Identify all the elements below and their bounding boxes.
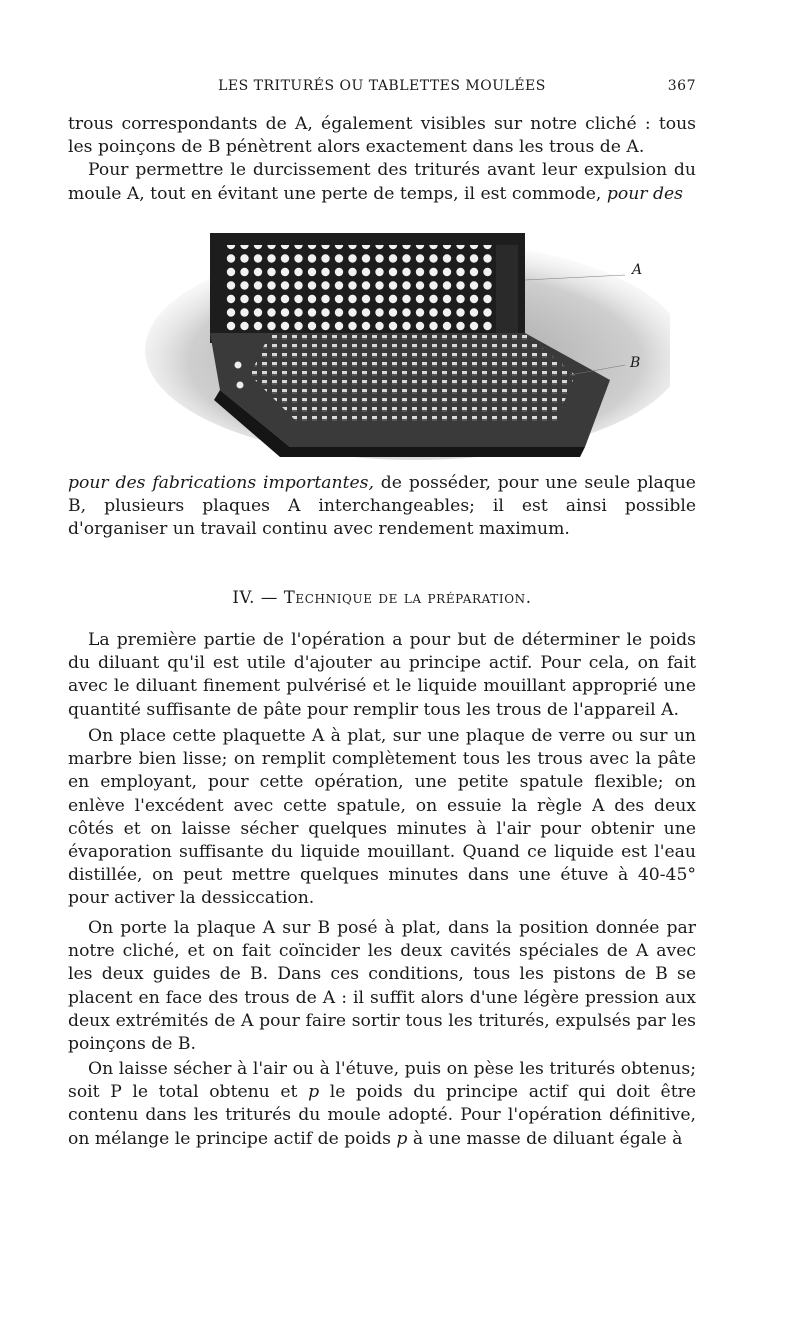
running-header xyxy=(68,78,696,98)
figure-label-b: B xyxy=(630,355,641,371)
running-title: LES TRITURÉS OU TABLETTES MOULÉES xyxy=(218,78,546,94)
paragraph-3 xyxy=(68,629,696,722)
paragraph-6-text-b: le poids du principe actif qui doit être contenu dans les triturés du moule adopté. Pour l'opération définitive, on mélange le principe actif de poids xyxy=(68,1082,696,1149)
paragraph-5-text: On porte la plaque A sur B posé à plat, dans la position donnée par notre cliché, et on fait coïncider les deux cavités spéciales de A avec les deux guides de B. Dans ces conditions, tous les pistons de B se placent en face des trous de A : il suffit alors d'une légère pression aux deux extrémités de A pour faire sortir tous les triturés, expulsés par les poinçons de B. xyxy=(68,918,696,1055)
paragraph-2-italic: pour des fabrications importantes, xyxy=(68,473,374,493)
paragraph-2-continued xyxy=(68,472,696,542)
paragraph-2-text: Pour permettre le durcissement des triturés avant leur expulsion du moule A, tout en évitant une perte de temps, il est commode, xyxy=(68,160,696,204)
paragraph-1 xyxy=(68,113,696,206)
plate-b-pins xyxy=(250,333,575,425)
paragraph-2-italic-start: pour des xyxy=(606,183,683,204)
paragraph-6-text-c: à une masse de diluant égale à xyxy=(412,1128,683,1149)
paragraph-6-var-p: p xyxy=(308,1082,320,1103)
paragraph-1-text: trous correspondants de A, également visibles sur notre cliché : tous les poinçons de B pénètrent alors exactement dans les trous de A. xyxy=(68,114,696,158)
section-number: IV. — xyxy=(232,588,278,607)
section-heading xyxy=(68,588,696,607)
paragraph-6-text-a: On laisse sécher à l'air ou à l'étuve, puis on pèse les triturés obtenus; soit P le total obtenu et xyxy=(68,1059,696,1103)
paragraph-2-rest: de posséder, pour une seule plaque B, plusieurs plaques A interchangeables; il est ainsi possible d'organiser un travail continu avec rendement maximum. xyxy=(68,473,696,540)
paragraph-3-text: La première partie de l'opération a pour but de déterminer le poids du diluant qu'il est utile d'ajouter au principe actif. Pour cela, on fait avec le diluant finement pulvérisé et le liquide mouillant approprié une quantité suffisante de pâte pour remplir tous les trous de l'appareil A. xyxy=(68,630,696,720)
paragraph-6 xyxy=(68,1058,696,1151)
plate-a-holes xyxy=(222,245,492,335)
page-number: 367 xyxy=(667,78,696,94)
mold-plates-figure xyxy=(130,225,670,465)
figure-label-a: A xyxy=(632,262,643,278)
paragraph-4 xyxy=(68,725,696,911)
paragraph-4-text: On place cette plaquette A à plat, sur une plaque de verre ou sur un marbre bien lisse; on remplit complètement tous les trous avec la pâte en employant, pour cette opération, une petite spatule flexible; on enlève l'excédent avec cette spatule, on essuie la règle A des deux côtés et on laisse sécher quelques minutes à l'air pour obtenir une évaporation suffisante du liquide mouillant. Quand ce liquide est l'eau distillée, on peut mettre quelques minutes dans une étuve à 40-45° pour activer la dessiccation. xyxy=(68,726,696,909)
section-title: Technique de la préparation. xyxy=(283,588,532,607)
paragraph-5 xyxy=(68,917,696,1056)
paragraph-6-var-p2: p xyxy=(396,1128,408,1149)
